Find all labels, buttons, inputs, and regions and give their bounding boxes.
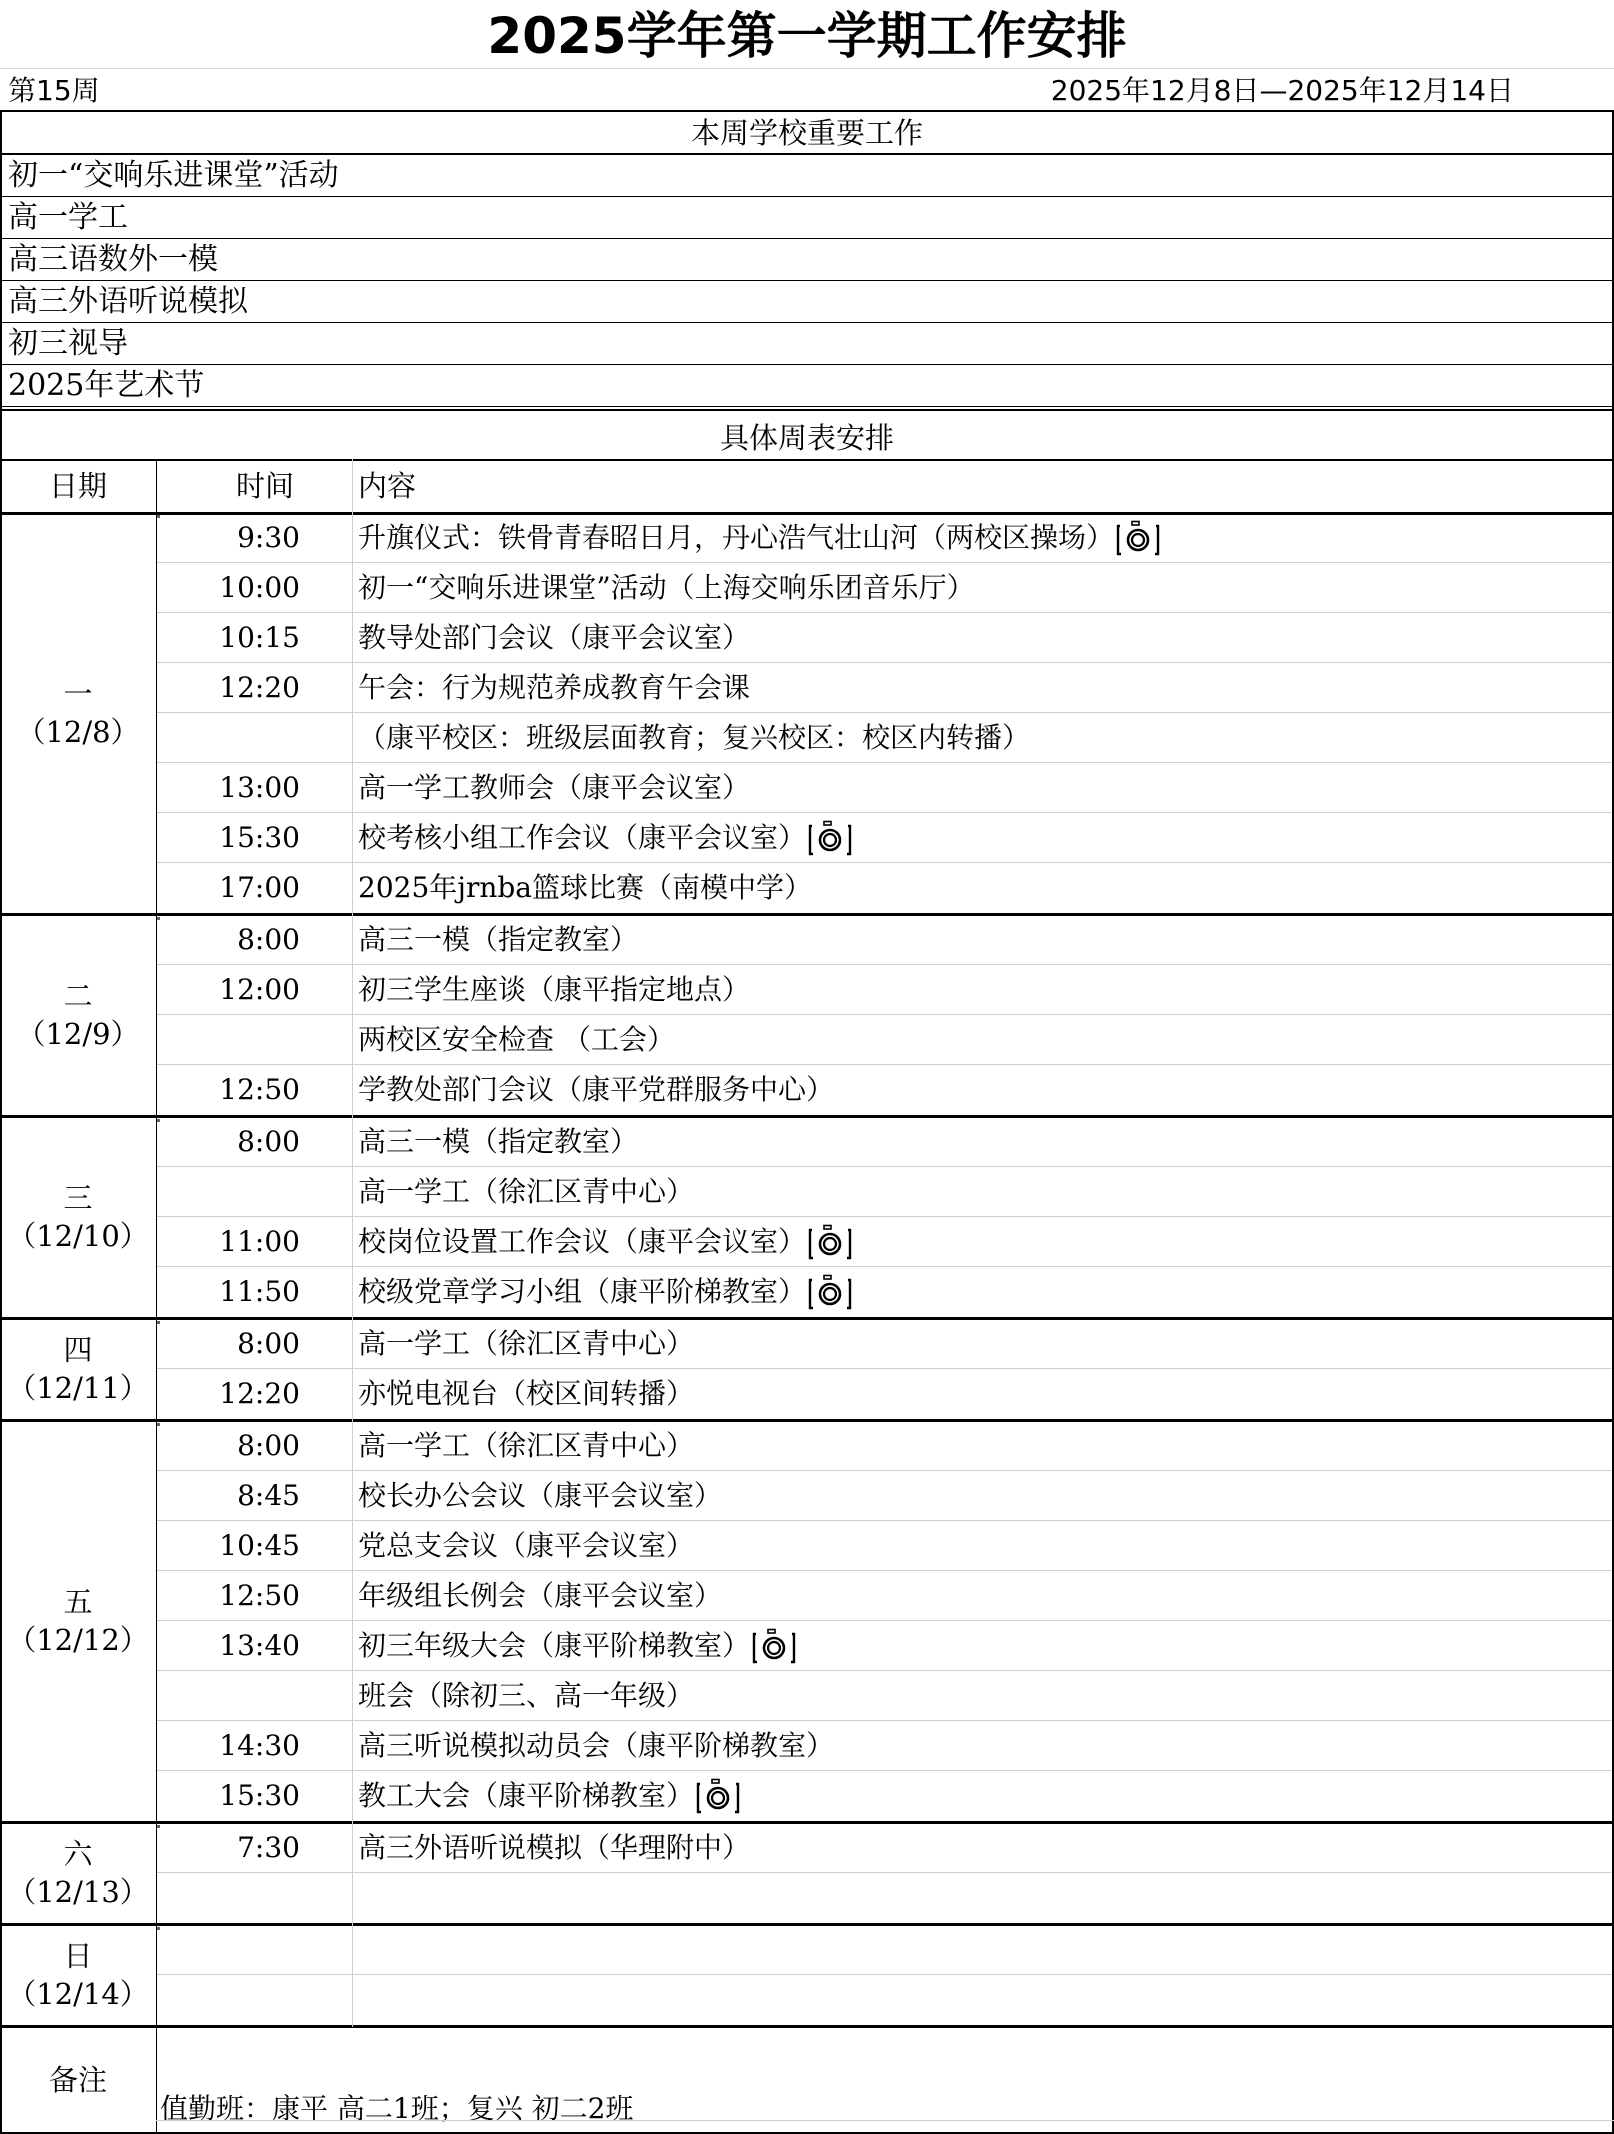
schedule-time xyxy=(156,1015,300,1065)
grid-line xyxy=(156,1720,1614,1721)
schedule-time: 7:30 xyxy=(237,1831,300,1864)
grid-line xyxy=(156,612,1614,613)
schedule-content xyxy=(358,1267,852,1317)
cell-marker xyxy=(157,917,160,920)
grid-line xyxy=(156,1520,1614,1521)
schedule-content xyxy=(358,613,750,663)
grid-line xyxy=(0,1317,1614,1320)
grid-line xyxy=(156,1166,1614,1167)
important-item: 初一“交响乐进课堂”活动 xyxy=(8,158,339,193)
grid-line xyxy=(156,1974,1614,1975)
grid-line xyxy=(0,68,1614,69)
schedule-content xyxy=(358,513,1160,563)
schedule-content-text: 午会：行为规范养成教育午会课 xyxy=(358,671,751,704)
grid-line xyxy=(0,110,2,2134)
schedule-content xyxy=(358,763,750,813)
schedule-row xyxy=(156,965,1614,1015)
schedule-content xyxy=(358,915,638,965)
schedule-content xyxy=(358,1823,750,1873)
grid-line xyxy=(156,1014,1614,1015)
schedule-time: 11:50 xyxy=(219,1275,300,1308)
grid-line xyxy=(0,196,1614,197)
schedule-row xyxy=(156,763,1614,813)
schedule-content-text: 高一学工教师会（康平会议室） xyxy=(358,771,751,804)
grid-line xyxy=(156,862,1614,863)
schedule-content xyxy=(358,563,975,613)
camera-icon xyxy=(752,1628,796,1664)
schedule-row xyxy=(156,1471,1614,1521)
schedule-content-text: 高三听说模拟动员会（康平阶梯教室） xyxy=(358,1729,835,1762)
important-item: 2025年艺术节 xyxy=(8,368,205,403)
day-cell xyxy=(0,915,156,1115)
grid-line xyxy=(156,1368,1614,1369)
day-name: 四 xyxy=(63,1333,93,1367)
date-range: 2025年12月8日—2025年12月14日 xyxy=(1050,74,1514,107)
day-cell xyxy=(0,1421,156,1821)
schedule-time xyxy=(156,1671,300,1721)
schedule-content xyxy=(358,1421,694,1471)
schedule-row xyxy=(156,1771,1614,1821)
grid-line xyxy=(0,110,1614,112)
schedule-time: 11:00 xyxy=(219,1225,300,1258)
column-header-date: 日期 xyxy=(48,469,107,503)
schedule-content-text: 学教处部门会议（康平党群服务中心） xyxy=(358,1073,835,1106)
schedule-content-text: 升旗仪式：铁骨青春昭日月，丹心浩气壮山河（两校区操场） xyxy=(358,521,1115,554)
schedule-row xyxy=(156,1217,1614,1267)
grid-line xyxy=(0,153,1614,155)
grid-line xyxy=(156,459,157,2134)
schedule-row xyxy=(156,1571,1614,1621)
camera-icon xyxy=(808,820,852,856)
day-name: 三 xyxy=(63,1181,93,1215)
grid-line xyxy=(156,1216,1614,1217)
schedule-row xyxy=(156,1421,1614,1471)
schedule-row xyxy=(156,1671,1614,1721)
day-date: （12/10） xyxy=(7,1219,149,1253)
schedule-content xyxy=(358,1471,722,1521)
schedule-content-text: 初三学生座谈（康平指定地点） xyxy=(358,973,751,1006)
schedule-content xyxy=(358,1721,834,1771)
grid-line xyxy=(0,913,1614,916)
schedule-content-text: 校长办公会议（康平会议室） xyxy=(358,1479,723,1512)
grid-line xyxy=(156,1266,1614,1267)
day-name: 五 xyxy=(63,1585,93,1619)
schedule-row xyxy=(156,713,1614,763)
schedule-content xyxy=(358,1671,694,1721)
day-cell xyxy=(0,513,156,913)
schedule-content-text: 校岗位设置工作会议（康平会议室） xyxy=(358,1225,807,1258)
remarks-label-visible xyxy=(0,2030,156,2130)
schedule-content-text: 党总支会议（康平会议室） xyxy=(358,1529,695,1562)
cell-marker xyxy=(157,1119,160,1122)
grid-line xyxy=(0,322,1614,323)
schedule-row xyxy=(156,1319,1614,1369)
cell-marker xyxy=(157,515,160,518)
schedule-content xyxy=(358,1521,694,1571)
day-cell xyxy=(0,1319,156,1419)
schedule-content-text: 班会（除初三、高一年级） xyxy=(358,1679,695,1712)
schedule-row xyxy=(156,1267,1614,1317)
day-name: 一 xyxy=(63,677,93,711)
schedule-content xyxy=(358,1065,834,1115)
schedule-content xyxy=(358,1571,722,1621)
day-name: 日 xyxy=(63,1939,93,1973)
schedule-heading: 具体周表安排 xyxy=(719,421,894,455)
schedule-content-text: 高一学工（徐汇区青中心） xyxy=(358,1175,695,1208)
schedule-time: 12:20 xyxy=(219,671,300,704)
grid-line xyxy=(156,662,1614,663)
grid-line xyxy=(156,562,1614,563)
grid-line xyxy=(0,409,1614,411)
schedule-content-text: 亦悦电视台（校区间转播） xyxy=(358,1377,695,1410)
schedule-time: 15:30 xyxy=(219,1779,300,1812)
schedule-content-text: 高三一模（指定教室） xyxy=(358,1125,639,1158)
schedule-time: 12:50 xyxy=(219,1073,300,1106)
week-number: 第15周 xyxy=(8,74,100,107)
schedule-time: 13:40 xyxy=(219,1629,300,1662)
schedule-content xyxy=(358,863,812,913)
schedule-content-text: 校考核小组工作会议（康平会议室） xyxy=(358,821,807,854)
schedule-row xyxy=(156,1925,1614,1975)
cell-marker xyxy=(157,1423,160,1426)
schedule-time: 8:00 xyxy=(237,1429,300,1462)
camera-icon xyxy=(1116,520,1160,556)
grid-line xyxy=(0,512,1614,515)
grid-line xyxy=(156,1570,1614,1571)
schedule-content-text: 校级党章学习小组（康平阶梯教室） xyxy=(358,1275,807,1308)
schedule-content xyxy=(358,1167,694,1217)
day-date: （12/12） xyxy=(7,1623,149,1657)
schedule-content-text: 2025年jrnba篮球比赛（南模中学） xyxy=(358,871,812,904)
important-item: 初三视导 xyxy=(8,326,128,361)
grid-line xyxy=(352,459,353,2027)
grid-line xyxy=(156,1770,1614,1771)
schedule-row xyxy=(156,863,1614,913)
day-date: （12/14） xyxy=(7,1977,149,2011)
cell-marker xyxy=(157,1321,160,1324)
schedule-row xyxy=(156,915,1614,965)
schedule-content xyxy=(358,663,750,713)
schedule-content xyxy=(358,1217,852,1267)
schedule-content xyxy=(358,1621,796,1671)
day-date: （12/11） xyxy=(7,1371,149,1405)
schedule-row xyxy=(156,1873,1614,1923)
schedule-content-text: 高一学工（徐汇区青中心） xyxy=(358,1327,695,1360)
schedule-content-text: 高一学工（徐汇区青中心） xyxy=(358,1429,695,1462)
schedule-row xyxy=(156,1065,1614,1115)
schedule-row xyxy=(156,1621,1614,1671)
schedule-row xyxy=(156,1117,1614,1167)
schedule-row xyxy=(156,563,1614,613)
schedule-time: 14:30 xyxy=(219,1729,300,1762)
schedule-time: 10:45 xyxy=(219,1529,300,1562)
schedule-time: 8:45 xyxy=(237,1479,300,1512)
grid-line xyxy=(156,1064,1614,1065)
cell-marker xyxy=(157,1825,160,1828)
schedule-time: 8:00 xyxy=(237,1125,300,1158)
schedule-row xyxy=(156,1975,1614,2025)
schedule-row xyxy=(156,1521,1614,1571)
schedule-time: 12:50 xyxy=(219,1579,300,1612)
schedule-row xyxy=(156,1015,1614,1065)
remarks-text: 值勤班：康平 高二1班；复兴 初二2班 xyxy=(160,2092,634,2125)
schedule-content xyxy=(358,813,852,863)
schedule-content-text: 年级组长例会（康平会议室） xyxy=(358,1579,723,1612)
schedule-time: 9:30 xyxy=(237,521,300,554)
important-heading: 本周学校重要工作 xyxy=(690,116,923,150)
grid-line xyxy=(156,1872,1614,1873)
schedule-time xyxy=(156,1975,300,2025)
schedule-content-text: 高三外语听说模拟（华理附中） xyxy=(358,1831,751,1864)
schedule-content-text: 教导处部门会议（康平会议室） xyxy=(358,621,751,654)
grid-line xyxy=(156,1620,1614,1621)
day-cell xyxy=(0,1823,156,1923)
day-name: 二 xyxy=(63,979,93,1013)
schedule-row xyxy=(156,663,1614,713)
camera-icon xyxy=(808,1274,852,1310)
grid-line xyxy=(0,2025,1614,2028)
schedule-time: 10:00 xyxy=(219,571,300,604)
schedule-time xyxy=(156,1167,300,1217)
schedule-content-text: 初一“交响乐进课堂”活动（上海交响乐团音乐厅） xyxy=(358,571,975,604)
cell-marker xyxy=(157,1927,160,1930)
schedule-content xyxy=(358,965,750,1015)
page-title: 2025学年第一学期工作安排 xyxy=(487,7,1127,65)
schedule-time xyxy=(156,1925,300,1975)
schedule-time: 13:00 xyxy=(219,771,300,804)
grid-line xyxy=(0,406,1614,407)
grid-line xyxy=(0,1923,1614,1926)
grid-line xyxy=(0,459,1614,461)
schedule-row xyxy=(156,813,1614,863)
grid-line xyxy=(0,280,1614,281)
day-name: 六 xyxy=(63,1837,93,1871)
schedule-content-text: 教工大会（康平阶梯教室） xyxy=(358,1779,695,1812)
schedule-time xyxy=(156,713,300,763)
day-cell xyxy=(0,1925,156,2025)
schedule-content-text: 高三一模（指定教室） xyxy=(358,923,639,956)
grid-line xyxy=(0,1419,1614,1422)
grid-line xyxy=(156,1470,1614,1471)
schedule-content xyxy=(358,1771,740,1821)
schedule-content xyxy=(358,713,1030,763)
schedule-time: 8:00 xyxy=(237,923,300,956)
day-cell xyxy=(0,1117,156,1317)
schedule-time: 12:00 xyxy=(219,973,300,1006)
schedule-time xyxy=(156,1873,300,1923)
grid-line xyxy=(156,2120,1614,2121)
camera-icon xyxy=(696,1778,740,1814)
day-date: （12/8） xyxy=(16,715,140,749)
day-date: （12/9） xyxy=(16,1017,140,1051)
grid-line xyxy=(156,1670,1614,1671)
grid-line xyxy=(156,964,1614,965)
schedule-content xyxy=(358,1015,675,1065)
schedule-time: 17:00 xyxy=(219,871,300,904)
camera-icon xyxy=(808,1224,852,1260)
schedule-content xyxy=(358,1117,638,1167)
important-item: 高一学工 xyxy=(8,200,128,235)
grid-line xyxy=(0,238,1614,239)
grid-line xyxy=(0,1821,1614,1824)
schedule-row xyxy=(156,1823,1614,1873)
grid-line xyxy=(156,712,1614,713)
schedule-time: 10:15 xyxy=(219,621,300,654)
schedule-row xyxy=(156,613,1614,663)
schedule-content-text: （康平校区：班级层面教育；复兴校区：校区内转播） xyxy=(358,721,1031,754)
important-item: 高三语数外一模 xyxy=(8,242,218,277)
schedule-time: 15:30 xyxy=(219,821,300,854)
grid-line xyxy=(0,364,1614,365)
column-header-content: 内容 xyxy=(358,469,417,503)
schedule-row xyxy=(156,1167,1614,1217)
schedule-content xyxy=(358,1369,694,1419)
schedule-content-text: 初三年级大会（康平阶梯教室） xyxy=(358,1629,751,1662)
schedule-content xyxy=(358,1319,694,1369)
schedule-row xyxy=(156,513,1614,563)
grid-line xyxy=(156,762,1614,763)
grid-line xyxy=(156,812,1614,813)
day-date: （12/13） xyxy=(7,1875,149,1909)
schedule-row xyxy=(156,1721,1614,1771)
schedule-time: 12:20 xyxy=(219,1377,300,1410)
schedule-row xyxy=(156,1369,1614,1419)
schedule-time: 8:00 xyxy=(237,1327,300,1360)
remarks-label-text: 备注 xyxy=(48,2063,107,2097)
column-header-time: 时间 xyxy=(235,469,294,503)
grid-line xyxy=(0,1115,1614,1118)
important-item: 高三外语听说模拟 xyxy=(8,284,248,319)
schedule-content-text: 两校区安全检查 （工会） xyxy=(358,1023,675,1056)
